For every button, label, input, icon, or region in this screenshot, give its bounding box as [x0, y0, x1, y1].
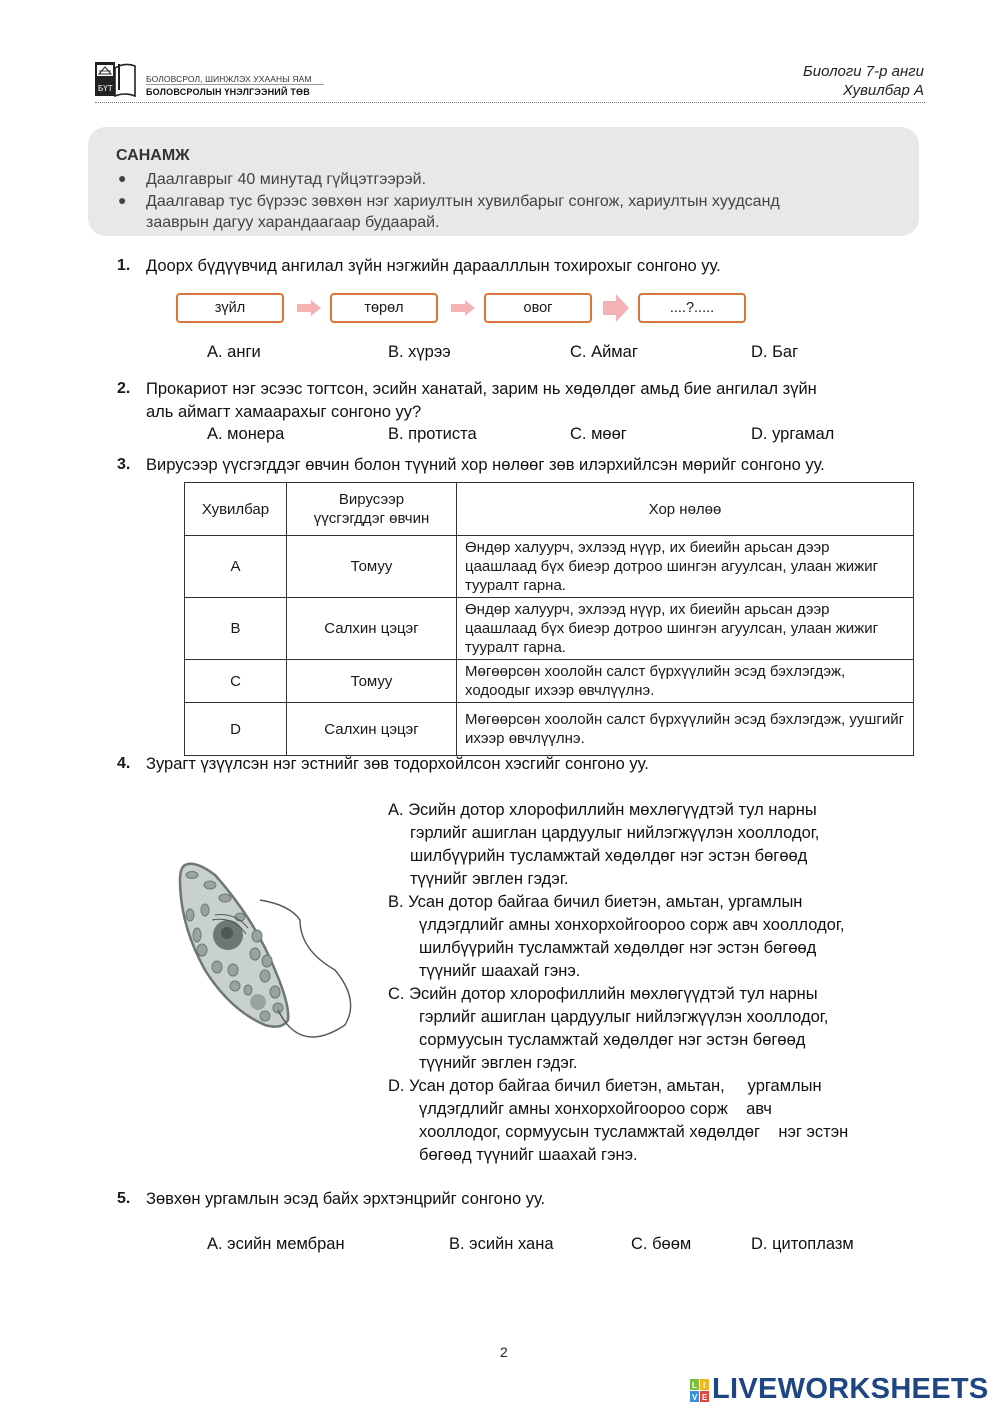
option-letter: B. [388, 893, 404, 911]
variant-cell: D [185, 703, 287, 756]
answer-option-c[interactable]: C. мөөг [570, 425, 627, 443]
question-text: Доорх бүдүүвчид ангилал зүйн нэгжийн дараалллын тохирохыг сонгоно уу. [146, 257, 721, 275]
question-text-continued: аль аймагт хамаарахыг сонгоно уу? [146, 403, 422, 421]
question-number: 5. [117, 1190, 131, 1207]
answer-option-b[interactable]: B. хүрээ [388, 343, 451, 361]
answer-option-c[interactable] [388, 983, 918, 1075]
option-line: Усан дотор байгаа бичил биетэн, амьтан, ургамлын [408, 893, 803, 911]
answer-option-b[interactable]: B. протиста [388, 425, 477, 443]
disease-cell: Томуу [287, 660, 457, 703]
option-line: сормуусын тусламжтай хөдөлдөг нэг эстэн бөгөөд [419, 1031, 806, 1049]
notice-item: Даалгавар тус бүрээс зөвхөн нэг хариултын хувилбарыг сонгож, хариултын хуудсанд [146, 193, 780, 210]
header-right [803, 62, 924, 100]
flow-box-family: овог [484, 293, 592, 323]
table-header-line: Вирусээр [338, 491, 405, 508]
table-row[interactable] [185, 536, 914, 598]
page-number: 2 [500, 1344, 508, 1360]
answer-option-a[interactable]: A. эсийн мембран [207, 1235, 345, 1253]
variant-label: Хувилбар А [842, 82, 924, 99]
option-line: үлдэгдлийг амны хонхорхойгоороо сорж авч хооллодог, [419, 916, 845, 934]
org-name-line1: БОЛОВСРОЛ, ШИНЖЛЭХ УХААНЫ ЯАМ [146, 74, 312, 84]
euglena-cell-image [160, 850, 370, 1060]
bullet-icon: ● [118, 192, 127, 208]
flow-box-species: зүйл [176, 293, 284, 323]
variant-cell: B [185, 598, 287, 660]
option-line: Эсийн дотор хлорофиллийн мөхлөгүүдтэй тул нарны [409, 985, 818, 1003]
flow-box-genus: төрөл [330, 293, 438, 323]
badge-letter: L [692, 1381, 697, 1390]
table-row[interactable] [185, 598, 914, 660]
subject-label: Биологи 7-р анги [802, 63, 924, 80]
option-line: үлдэгдлийг амны хонхорхойгоороо сорж авч [419, 1100, 772, 1118]
effect-cell: Өндөр халуурч, эхлээд нүүр, их биеийн арьсан дээр цаашлаад бүх биеэр дотроо шингэн агуулсан, улаан жижиг тууралт гарна. [457, 536, 914, 598]
answer-option-c[interactable]: C. Аймаг [570, 343, 638, 361]
notice-title: САНАМЖ [116, 147, 190, 164]
org-divider [146, 84, 324, 85]
header-divider [95, 102, 925, 103]
option-line: түүнийг шаахай гэнэ. [419, 962, 581, 980]
variant-cell: C [185, 660, 287, 703]
question-text: Вирусээр үүсгэгддэг өвчин болон түүний хор нөлөөг зөв илэрхийлсэн мөрийг сонгоно уу. [146, 456, 825, 474]
option-line: түүнийг эвглен гэдэг. [419, 1054, 578, 1072]
answer-option-b[interactable]: B. эсийн хана [449, 1235, 554, 1253]
question-text: Зөвхөн ургамлын эсэд байх эрхтэнцрийг сонгоно уу. [146, 1190, 546, 1208]
arrow-right-icon [451, 300, 475, 316]
question-number: 2. [117, 380, 131, 397]
virus-disease-table [184, 482, 914, 756]
table-row[interactable] [185, 660, 914, 703]
question-text: Прокариот нэг эсээс тогтсон, эсийн ханатай, зарим нь хөдөлдөг амьд бие ангилал зүйн [146, 380, 817, 398]
variant-cell: A [185, 536, 287, 598]
effect-cell: Мөгөөрсөн хоолойн салст бүрхүүлийн эсэд бэхлэгдэж, ходоодыг ихээр өвчлүүлнэ. [457, 660, 914, 703]
answer-option-d[interactable]: D. цитоплазм [751, 1235, 854, 1253]
answer-option-d[interactable]: D. ургамал [751, 425, 835, 443]
arrow-right-icon [297, 300, 321, 316]
arrow-right-icon [603, 294, 629, 322]
notice-item-continued: зааврын дагуу харандаагаар будаарай. [146, 214, 440, 231]
disease-cell: Салхин цэцэг [287, 703, 457, 756]
badge-letter: I [703, 1381, 706, 1390]
org-name-line2: БОЛОВСРОЛЫН ҮНЭЛГЭЭНИЙ ТӨВ [146, 87, 310, 97]
option-line: шилбүүрийн тусламжтай хөдөлдөг нэг эстэн бөгөөд [419, 939, 817, 957]
table-row[interactable] [185, 703, 914, 756]
option-line: түүнийг эвглен гэдэг. [410, 870, 569, 888]
option-letter: A. [388, 801, 404, 819]
answer-option-c[interactable]: C. бөөм [631, 1235, 692, 1253]
option-line: Эсийн дотор хлорофиллийн мөхлөгүүдтэй тул нарны [408, 801, 817, 819]
question-number: 3. [117, 456, 131, 473]
answer-option-d[interactable]: D. Баг [751, 343, 799, 361]
bullet-icon: ● [118, 170, 127, 186]
disease-cell: Салхин цэцэг [287, 598, 457, 660]
answer-option-a[interactable]: A. анги [207, 343, 261, 361]
logo-badge-text: БҮТ [98, 84, 113, 93]
table-header [287, 483, 457, 536]
option-letter: D. [388, 1077, 405, 1095]
table-header: Хор нөлөө [457, 483, 914, 536]
answer-option-a[interactable]: A. монера [207, 425, 285, 443]
option-line: Усан дотор байгаа бичил биетэн, амьтан, ургамлын [409, 1077, 822, 1095]
table-header-row [185, 483, 914, 536]
ministry-logo [95, 60, 137, 98]
brand-name: LIVEWORKSHEETS [712, 1373, 989, 1405]
option-line: гэрлийг ашиглан цардуулыг нийлэгжүүлэн хооллодог, [410, 824, 820, 842]
table-header: Хувилбар [185, 483, 287, 536]
answer-option-a[interactable] [388, 799, 918, 891]
flow-box-unknown: ....?..... [638, 293, 746, 323]
answer-option-b[interactable] [388, 891, 918, 983]
option-line: хооллодог, сормуусын тусламжтай хөдөлдөг нэг эстэн [419, 1123, 849, 1141]
question-number: 1. [117, 257, 131, 274]
effect-cell: Мөгөөрсөн хоолойн салст бүрхүүлийн эсэд бэхлэгдэж, уушгийг ихээр өвчлүүлнэ. [457, 703, 914, 756]
option-letter: C. [388, 985, 405, 1003]
question-text: Зурагт үзүүлсэн нэг эстнийг зөв тодорхойлсон хэсгийг сонгоно уу. [146, 755, 649, 773]
book-logo-icon [95, 60, 137, 98]
effect-cell: Өндөр халуурч, эхлээд нүүр, их биеийн арьсан дээр цаашлаад бүх биеэр дотроо шингэн агуулсан, улаан жижиг тууралт гарна. [457, 598, 914, 660]
disease-cell: Томуу [287, 536, 457, 598]
live-badge-icon [690, 1379, 710, 1403]
option-line: шилбүүрийн тусламжтай хөдөлдөг нэг эстэн бөгөөд [410, 847, 808, 865]
notice-item: Даалгаврыг 40 минутад гүйцэтгээрэй. [146, 171, 427, 188]
option-line: гэрлийг ашиглан цардуулыг нийлэгжүүлэн хооллодог, [419, 1008, 829, 1026]
answer-option-d[interactable] [388, 1075, 918, 1167]
table-header-line: үүсгэгддэг өвчин [313, 510, 430, 527]
option-line: бөгөөд түүнийг шаахай гэнэ. [419, 1146, 638, 1164]
badge-letter: E [702, 1393, 708, 1402]
question-number: 4. [117, 755, 131, 772]
badge-letter: V [692, 1393, 698, 1402]
